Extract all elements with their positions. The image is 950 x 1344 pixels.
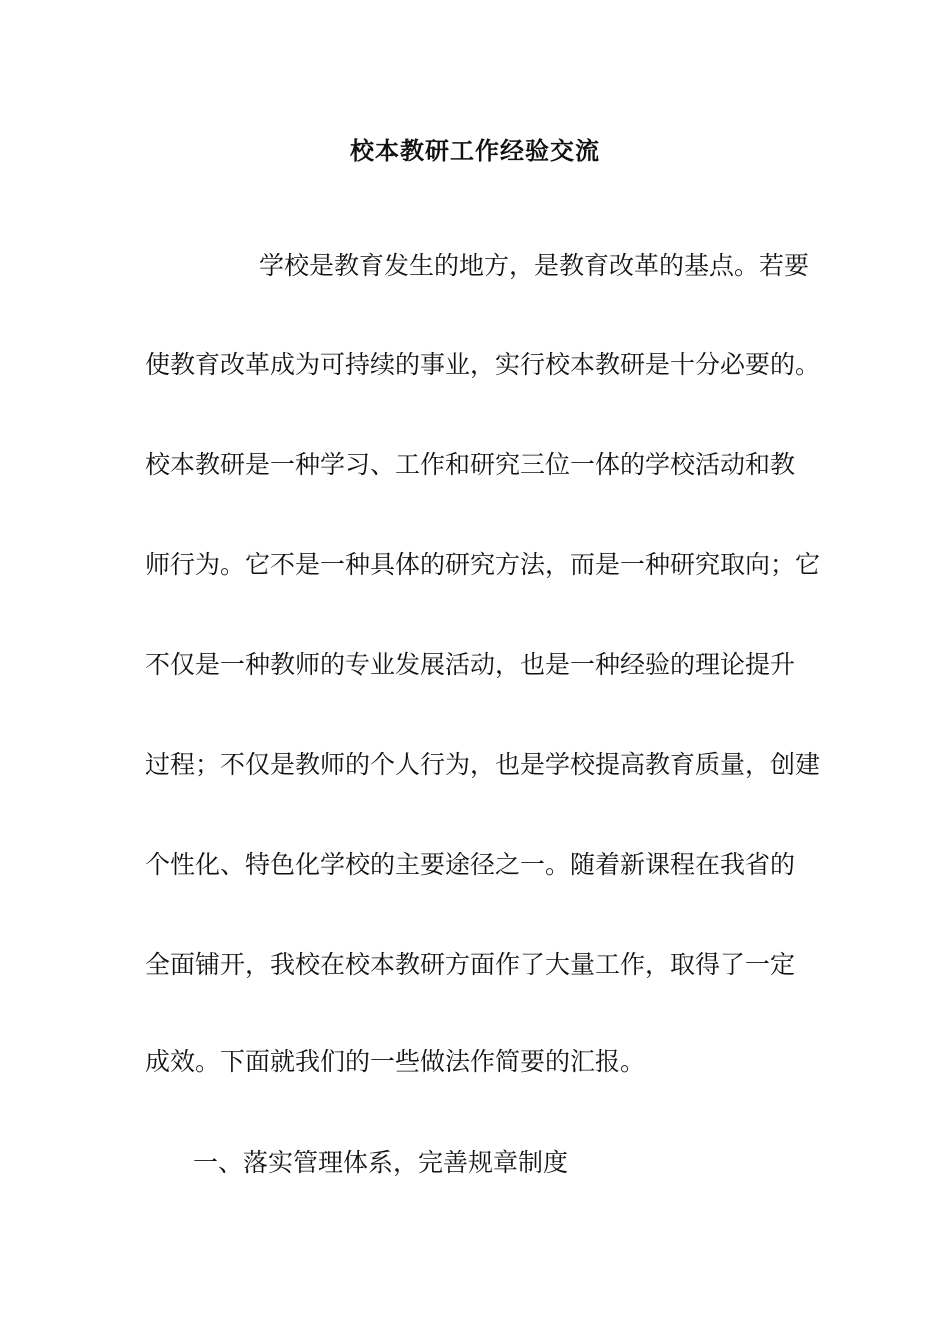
paragraph-line: 使教育改革成为可持续的事业，实行校本教研是十分必要的。 (145, 350, 821, 379)
paragraph-line: 过程；不仅是教师的个人行为，也是学校提高教育质量，创建 (145, 750, 821, 779)
paragraph-line: 校本教研是一种学习、工作和研究三位一体的学校活动和教 (145, 450, 796, 479)
paragraph-line: 学校是教育发生的地方，是教育改革的基点。若要 (259, 251, 810, 280)
document-title: 校本教研工作经验交流 (350, 136, 600, 165)
paragraph-line: 师行为。它不是一种具体的研究方法，而是一种研究取向；它 (145, 550, 821, 579)
paragraph-line: 全面铺开，我校在校本教研方面作了大量工作，取得了一定 (145, 950, 796, 979)
paragraph-line: 不仅是一种教师的专业发展活动，也是一种经验的理论提升 (145, 650, 796, 679)
section-heading: 一、落实管理体系，完善规章制度 (193, 1148, 569, 1177)
paragraph-line: 成效。下面就我们的一些做法作简要的汇报。 (145, 1047, 646, 1076)
paragraph-line: 个性化、特色化学校的主要途径之一。随着新课程在我省的 (145, 850, 796, 879)
